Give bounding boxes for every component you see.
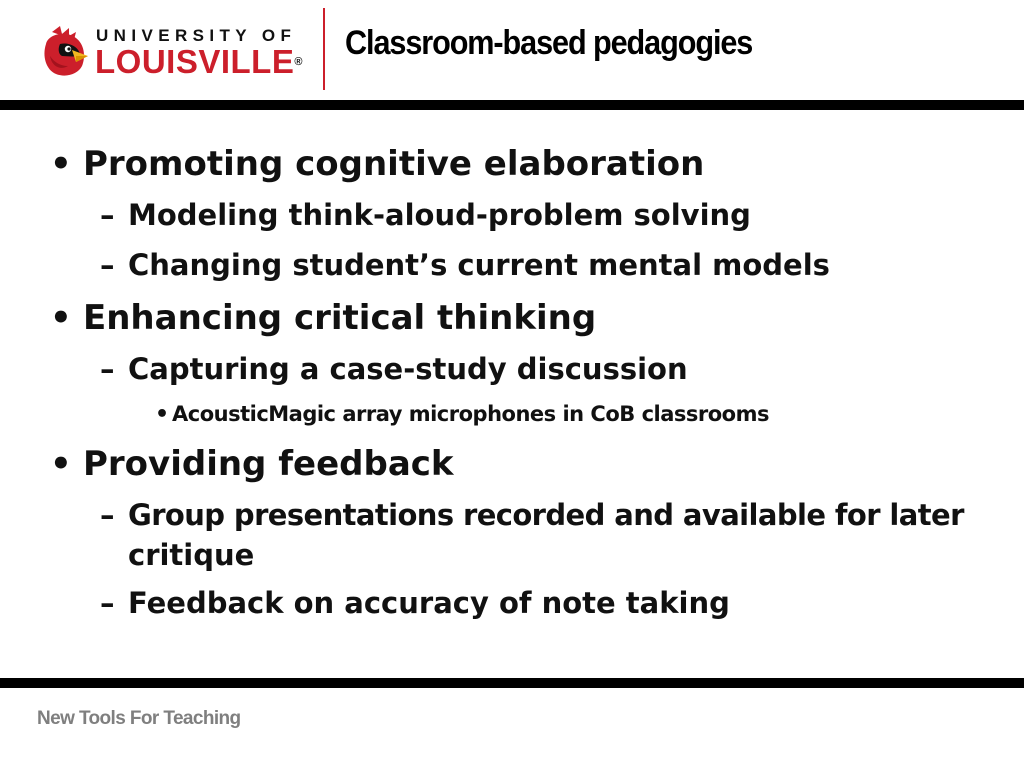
dash-marker: – — [100, 198, 115, 232]
bullet-text: Changing student’s current mental models — [128, 248, 830, 282]
dash-marker: – — [100, 248, 115, 282]
bullet-text: Group presentations recorded and available for later — [128, 498, 964, 532]
bullet-marker: • — [50, 144, 72, 184]
bullet-text: critique — [128, 538, 255, 572]
cardinal-bird-icon — [38, 26, 90, 78]
bottom-rule — [0, 678, 1024, 688]
bullet-text: AcousticMagic array microphones in CoB classrooms — [172, 402, 769, 426]
bullet-marker: • — [50, 444, 72, 484]
bullet-text: Promoting cognitive elaboration — [83, 144, 705, 184]
dash-marker: – — [100, 352, 115, 386]
bullet-marker: • — [155, 402, 170, 427]
university-logo — [38, 22, 303, 82]
footer-text: New Tools For Teaching — [37, 708, 241, 729]
dash-marker: – — [100, 586, 115, 620]
bullet-marker: • — [50, 298, 72, 338]
bullet-text: Enhancing critical thinking — [83, 298, 597, 338]
slide-title: Classroom-based pedagogies — [345, 24, 753, 62]
logo-louisville-text: LOUISVILLE — [95, 43, 295, 80]
registered-mark: ® — [294, 56, 303, 68]
slide-header — [0, 0, 1024, 100]
logo-university-of: UNIVERSITY OF — [96, 26, 297, 45]
bullet-text: Feedback on accuracy of note taking — [128, 586, 730, 620]
dash-marker: – — [100, 498, 115, 532]
bullet-text: Modeling think-aloud-problem solving — [128, 198, 751, 232]
bullet-text: Providing feedback — [83, 444, 454, 484]
header-divider — [323, 8, 325, 90]
bullet-text: Capturing a case-study discussion — [128, 352, 688, 386]
top-rule — [0, 100, 1024, 110]
list-item-continuation — [128, 538, 254, 572]
logo-louisville — [95, 44, 303, 80]
